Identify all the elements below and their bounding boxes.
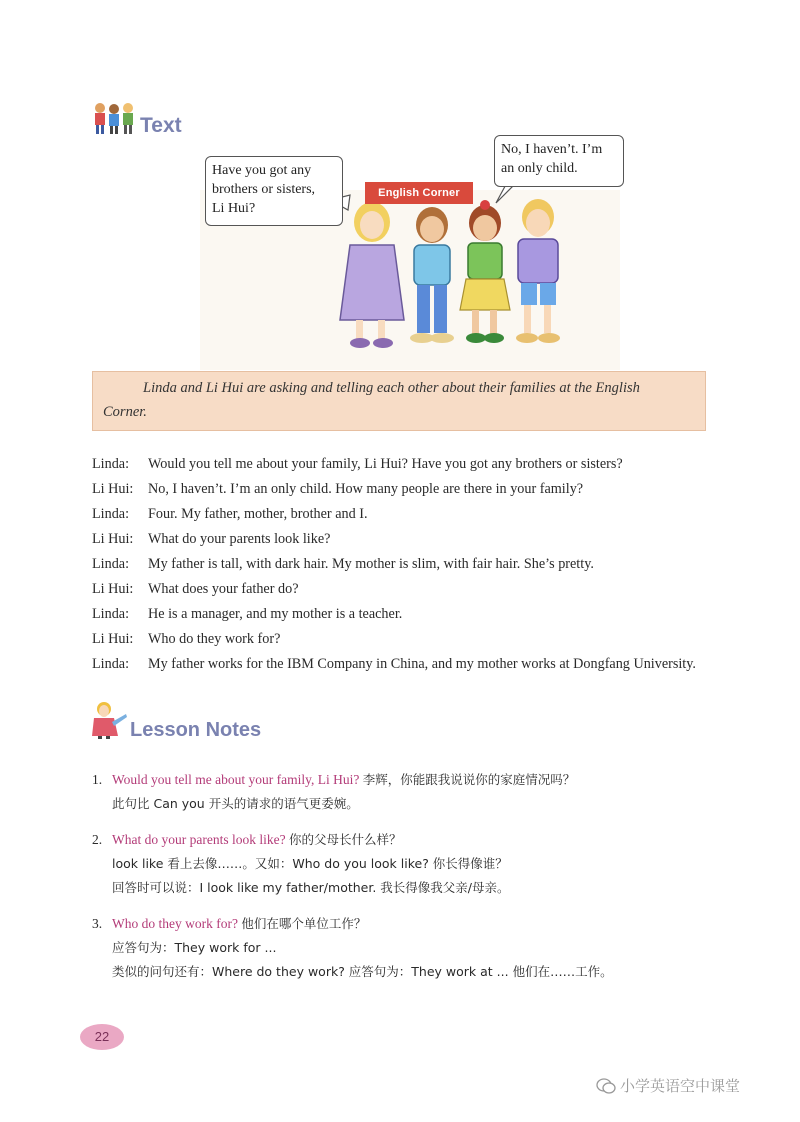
dialogue-line: No, I haven’t. I’m an only child. How many people are there in your family?	[148, 481, 584, 497]
note-chinese: 他们在哪个单位工作？	[241, 916, 367, 931]
note-item	[92, 828, 732, 900]
dialogue-row	[92, 577, 732, 602]
note-explanation: look like 看上去像……。又如：Who do you look like? 你长得像谁？	[112, 856, 508, 871]
watermark-text: 小学英语空中课堂	[620, 1077, 741, 1095]
dialogue-line: He is a manager, and my mother is a teacher.	[148, 606, 403, 622]
bubble-line: No, I haven’t. I’m	[501, 142, 603, 157]
dialogue	[92, 452, 732, 677]
dialogue-line: What do your parents look like?	[148, 531, 331, 547]
bubble-line: an only child.	[501, 161, 578, 176]
dialogue-row	[92, 652, 732, 677]
note-english: What do your parents look like?	[112, 832, 286, 847]
note-number: 1.	[92, 772, 103, 787]
wechat-icon	[596, 1078, 616, 1094]
dialogue-line: What does your father do?	[148, 581, 299, 597]
note-number: 2.	[92, 832, 103, 847]
note-explanation: 回答时可以说：I look like my father/mother. 我长得像我父亲/母亲。	[112, 880, 510, 895]
dialogue-row	[92, 627, 732, 652]
dialogue-line: Would you tell me about your family, Li Hui? Have you got any brothers or sisters?	[148, 456, 623, 472]
english-corner-sign: English Corner	[365, 182, 473, 204]
section-title-text: Text	[140, 114, 182, 137]
dialogue-row	[92, 552, 732, 577]
speech-bubble-linda	[205, 156, 343, 226]
dialogue-row	[92, 477, 732, 502]
speaker: Linda:	[92, 606, 130, 622]
intro-line: Linda and Li Hui are asking and telling each other about their families at the English	[143, 380, 640, 396]
bubble-line: Li Hui?	[212, 201, 256, 216]
note-chinese: 李辉，你能跟我说说你的家庭情况吗？	[362, 772, 576, 787]
intro-line: Corner.	[103, 404, 147, 420]
speaker: Li Hui:	[92, 581, 134, 597]
intro-box	[92, 371, 706, 431]
kids-icon	[92, 100, 136, 136]
note-chinese: 你的父母长什么样？	[288, 832, 402, 847]
speaker: Linda:	[92, 506, 130, 522]
speech-bubble-lihui	[494, 135, 624, 187]
speaker: Li Hui:	[92, 481, 134, 497]
note-explanation: 类似的问句还有：Where do they work? 应答句为：They work at ... 他们在……工作。	[112, 964, 613, 979]
dialogue-line: My father is tall, with dark hair. My mother is slim, with fair hair. She’s pretty.	[148, 556, 594, 572]
note-english: Would you tell me about your family, Li Hui?	[112, 772, 360, 787]
dialogue-row	[92, 527, 732, 552]
dialogue-line: Four. My father, mother, brother and I.	[148, 506, 368, 522]
speaker: Linda:	[92, 456, 130, 472]
dialogue-row	[92, 452, 732, 477]
note-item	[92, 912, 732, 984]
bubble-line: Have you got any	[212, 163, 312, 178]
note-explanation: 应答句为：They work for ...	[112, 940, 277, 955]
note-item	[92, 768, 732, 816]
bubble-line: brothers or sisters,	[212, 182, 316, 197]
watermark	[596, 1075, 740, 1096]
dialogue-row	[92, 502, 732, 527]
page-number: 22	[80, 1024, 124, 1050]
speaker: Li Hui:	[92, 631, 134, 647]
speaker: Linda:	[92, 556, 130, 572]
lesson-notes-list	[92, 768, 732, 996]
teacher-icon	[90, 700, 128, 740]
lesson-notes-title: Lesson Notes	[130, 719, 262, 741]
note-explanation: 此句比 Can you 开头的请求的语气更委婉。	[112, 796, 359, 811]
dialogue-row	[92, 602, 732, 627]
note-number: 3.	[92, 916, 103, 931]
speaker: Linda:	[92, 656, 130, 672]
dialogue-line: My father works for the IBM Company in China, and my mother works at Dongfang University.	[148, 656, 696, 672]
dialogue-line: Who do they work for?	[148, 631, 281, 647]
note-english: Who do they work for?	[112, 916, 238, 931]
speaker: Li Hui:	[92, 531, 134, 547]
